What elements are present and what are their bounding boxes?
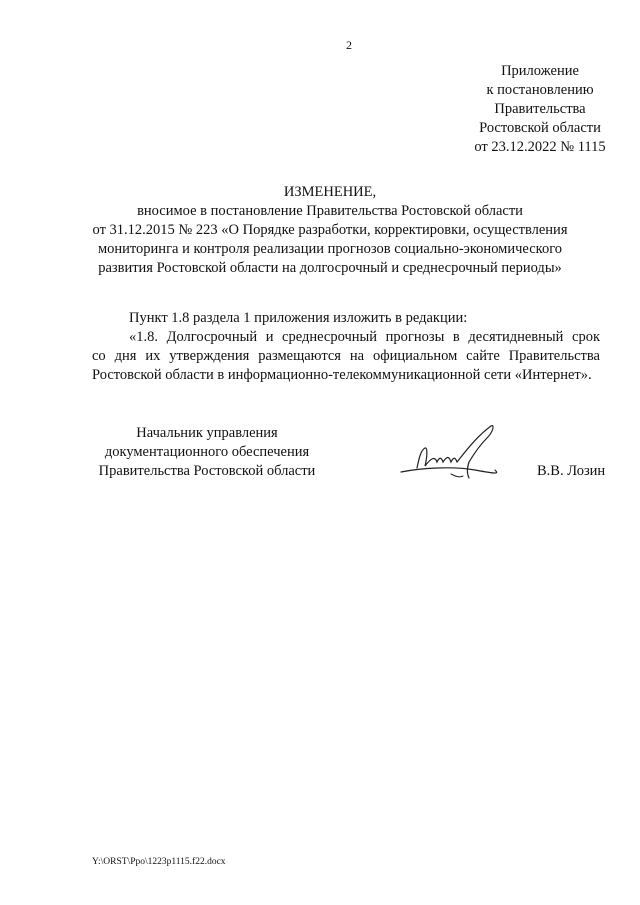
paragraph-line (92, 328, 600, 347)
word: среднесрочный (282, 329, 378, 345)
word: Ростовской области в информационно-телекоммуникационной сети «Интернет». (92, 367, 592, 383)
document-title (60, 183, 600, 278)
appendix-line: Правительства (494, 101, 586, 117)
paragraph-line (92, 347, 600, 366)
signer-position-line: Правительства Ростовской области (98, 463, 316, 479)
word: официальном (373, 348, 458, 364)
appendix-line: от 23.12.2022 № 1115 (474, 139, 606, 155)
word: Долгосрочный (166, 329, 258, 345)
paragraph-line (92, 366, 600, 385)
title-line: мониторинга и контроля реализации прогнозов социально-экономического (97, 241, 563, 257)
word: на (349, 348, 365, 364)
word: со (92, 348, 106, 364)
word: в (452, 329, 460, 345)
word: «1.8. (129, 329, 158, 345)
signer-name: В.В. Лозин (537, 463, 606, 479)
handwritten-signature (395, 418, 507, 488)
word: срок (572, 329, 600, 345)
signer-position-line: Начальник управления (136, 425, 278, 441)
word: утверждения (169, 348, 250, 364)
title-line: от 31.12.2015 № 223 «О Порядке разработки, корректировки, осуществления (92, 222, 568, 238)
word: десятидневный (468, 329, 564, 345)
file-path-footer: Y:\ORST\Ppo\1223p1115.f22.docx (92, 857, 226, 867)
word: дня (114, 348, 137, 364)
appendix-line: Ростовской области (479, 120, 601, 136)
appendix-line: Приложение (501, 63, 579, 79)
word: размещаются (258, 348, 341, 364)
title-line: развития Ростовской области на долгосрочный и среднесрочный периоды» (98, 260, 562, 276)
word: сайте (466, 348, 500, 364)
body-paragraph (92, 328, 600, 385)
word: их (145, 348, 161, 364)
word: Правительства (508, 348, 600, 364)
appendix-line: к постановлению (486, 82, 594, 98)
word: прогнозы (385, 329, 445, 345)
appendix-header (420, 62, 640, 157)
title-line: вносимое в постановление Правительства Ростовской области (137, 203, 523, 219)
title-heading: ИЗМЕНЕНИЕ, (283, 184, 377, 200)
word: и (265, 329, 274, 345)
signer-position (92, 424, 322, 481)
page-number: 2 (346, 38, 352, 52)
body-intro: Пункт 1.8 раздела 1 приложения изложить в редакции: (129, 310, 468, 326)
signer-position-line: документационного обеспечения (104, 444, 310, 460)
